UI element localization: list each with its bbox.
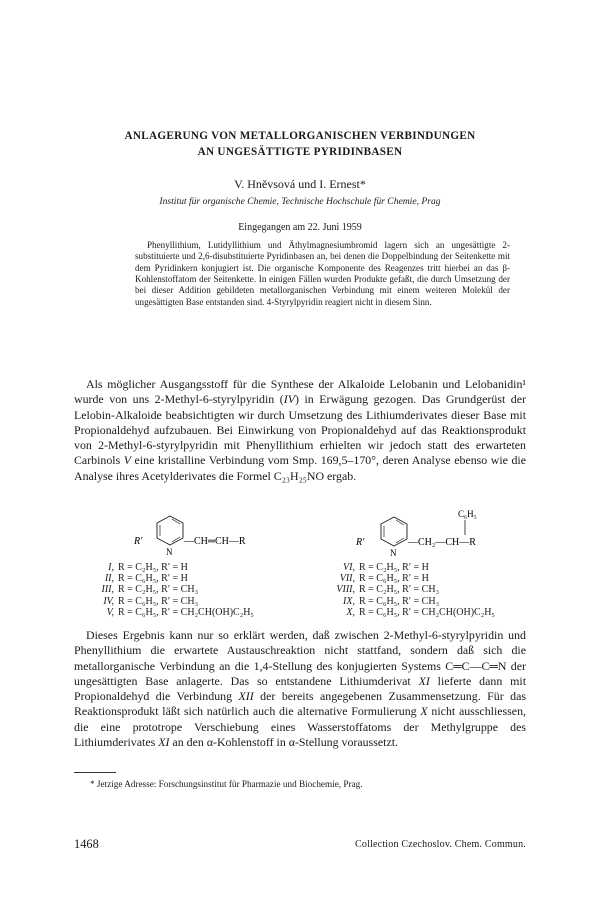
journal-name: Collection Czechoslov. Chem. Commun. bbox=[355, 839, 526, 850]
para2-b: lieferte dann mit Propionaldehyd die Verbindung bbox=[74, 673, 526, 704]
paragraph-1 bbox=[74, 377, 526, 484]
structure-right bbox=[338, 505, 528, 559]
r-prime-left: R′ bbox=[134, 536, 143, 547]
para1-a: Als möglicher Ausgangsstoff für die Synthese der Alkaloide Lelobanin und Lelobanidin¹ wurde von uns 2-Methyl-6-styrylpyridin ( bbox=[74, 377, 526, 407]
compound-row: IX, R = C₆H₅, R′ = CH₃ bbox=[343, 595, 440, 607]
ref-xi-2: XI bbox=[158, 735, 170, 750]
pyridine-ring-left bbox=[157, 516, 183, 545]
pyridine-ring-right bbox=[381, 517, 407, 546]
structure-left bbox=[120, 510, 300, 558]
compound-row: VI, R = C₂H₅, R′ = H bbox=[343, 562, 429, 573]
footnote: * Jetzige Adresse: Forschungsinstitut für Pharmazie und Biochemie, Prag. bbox=[90, 779, 363, 789]
para2-e: an den α-Kohlenstoff in α-Stellung voraussetzt. bbox=[169, 735, 398, 750]
r-prime-right: R′ bbox=[356, 537, 365, 548]
n-left: N bbox=[166, 547, 173, 557]
compound-row: V, R = C₆H₅, R′ = CH₂CH(OH)C₂H₅ bbox=[106, 606, 254, 618]
compound-row: VIII, R = C₂H₅, R′ = CH₃ bbox=[336, 584, 440, 596]
compound-row: IV, R = C₆H₅, R′ = CH₃ bbox=[103, 595, 199, 607]
phenyl-substituent: C₆H₅ bbox=[458, 509, 477, 519]
abstract-text: Phenyllithium, Lutidyllithium und Äthylmagnesiumbromid lagern sich an ungesättigte 2-substituierte und 2,6-disubstituierte Pyridinbasen an, bei denen die Doppelbindung der Seitenkette mit dem Pyridinkern konjugiert ist. Die organische Komponente des Reagenzes tritt hierbei an das β-Kohlenstoffatom der Seitenkette. In einigen Fällen wurden Produkte gefaßt, die durch Umsetzung der bei dieser Addition gebildeten metallorganischen Verbindung mit einem weiteren Molekül der ungesättigten Base entstanden sind. 4-Styrylpyridin reagiert nicht in diesem Sinn. bbox=[135, 240, 510, 307]
ref-v: V bbox=[123, 453, 132, 468]
n-right: N bbox=[390, 548, 397, 558]
abstract bbox=[135, 240, 510, 308]
para2-a: Dieses Ergebnis kann nur so erklärt werden, daß zwischen 2-Methyl-6-styrylpyridin und Phenyllithium die erwartete Austauschreaktion nicht stattfand, sondern daß sich die metallorganische Verbindung an die 1,4-Stellung des konjugierten Systems C═C—C═N der ungesättigten Base anlagerte. Das so entstandene Lithiumderivat bbox=[74, 628, 526, 688]
title-line-2: AN UNGESÄTTIGTE PYRIDINBASEN bbox=[197, 146, 403, 158]
title-line-1: ANLAGERUNG VON METALLORGANISCHEN VERBINDUNGEN bbox=[124, 130, 476, 142]
footnote-divider bbox=[74, 772, 116, 773]
ref-xi: XI bbox=[418, 673, 430, 688]
para1-c: eine kristalline Verbindung vom Smp. 169,5–170°, deren Analyse ebenso wie die Analyse ihres Acetylderivates die Formel C₂₃H₂₅NO ergab. bbox=[74, 453, 526, 483]
chain-left: —CH═CH—R bbox=[184, 536, 246, 547]
paragraph-2 bbox=[74, 628, 526, 750]
ref-x: X bbox=[420, 704, 428, 719]
article-title bbox=[60, 128, 540, 160]
chain-right: —CH₂—CH—R bbox=[408, 537, 476, 548]
ref-iv: IV bbox=[283, 392, 295, 407]
compound-row: X, R = C₆H₅, R′ = CH₂CH(OH)C₂H₅ bbox=[346, 606, 495, 618]
compound-row: II, R = C₆H₅, R′ = H bbox=[104, 573, 188, 585]
compound-row: I, R = C₂H₅, R′ = H bbox=[108, 562, 188, 573]
ref-xii: XII bbox=[238, 689, 254, 704]
compound-row: III, R = C₂H₅, R′ = CH₃ bbox=[101, 584, 199, 596]
para1-b: ) in Erwägung gezogen. Das Grundgerüst der Lelobin-Alkaloide beabsichtigten wir durch Umsetzung des Lithiumderivates dieser Base mit Propionaldehyd aufzubauen. Bei Einwirkung von Propionaldehyd auf das Reaktionsprodukt von 2-Methyl-6-styrylpyridin mit Phenyllithium erhielten wir jedoch statt des erwarteten Carbinols bbox=[74, 392, 526, 468]
institute: Institut für organische Chemie, Technische Hochschule für Chemie, Prag bbox=[159, 196, 441, 207]
compound-list-left bbox=[86, 562, 254, 618]
page-number: 1468 bbox=[74, 837, 99, 851]
para2-c: der bereits angegebenen Zusammensetzung. Für das Reaktionsprodukt läßt sich natürlich auch die alternative Formulierung bbox=[74, 689, 526, 719]
authors: V. Hněvsová und I. Ernest* bbox=[234, 177, 366, 191]
compound-list-right bbox=[327, 562, 495, 618]
received-date: Eingegangen am 22. Juni 1959 bbox=[238, 222, 362, 233]
para2-d: nicht ausschliessen, die eine prototrope Verschiebung eines Wasserstoffatoms der Methylgruppe des Lithiumderivates bbox=[74, 704, 526, 750]
compound-row: VII, R = C₆H₅, R′ = H bbox=[339, 573, 429, 585]
